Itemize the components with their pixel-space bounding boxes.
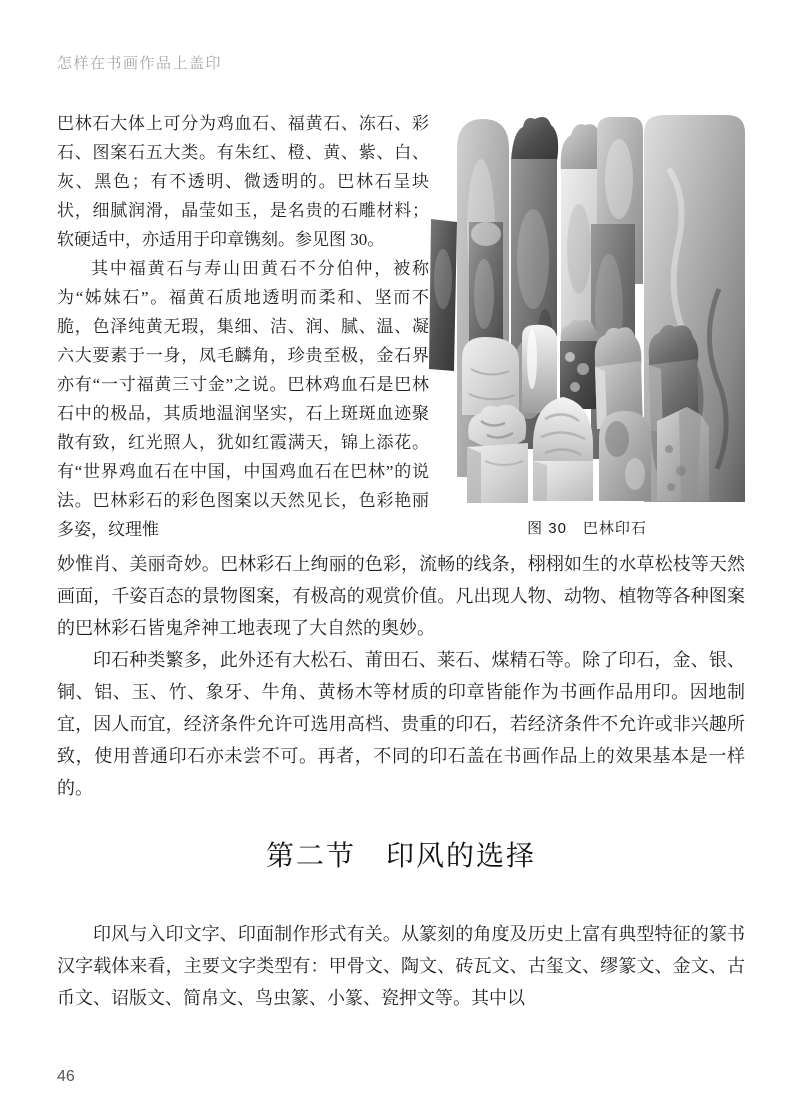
paragraph-1: 巴林石大体上可分为鸡血石、福黄石、冻石、彩石、图案石五大类。有朱红、橙、黄、紫、白、灰、黑色；有不透明、微透明的。巴林石呈块状，细腻润滑，晶莹如玉，是名贵的石雕材料；软硬适中，亦适用于印章镌刻。参见图 30。: [57, 114, 429, 249]
figure-30: [429, 109, 745, 538]
left-text-column: [57, 109, 429, 544]
section-heading: 第二节 印风的选择: [265, 841, 536, 872]
paragraph-2-continued: 妙惟肖、美丽奇妙。巴林彩石上绚丽的色彩，流畅的线条，栩栩如生的水草松枝等天然画面，千姿百态的景物图案，有极高的观赏价值。凡出现人物、动物、植物等各种图案的巴林彩石皆鬼斧神工地表现了大自然的奥妙。: [57, 554, 745, 638]
paragraph-3: 印石种类繁多，此外还有大松石、莆田石、莱石、煤精石等。除了印石，金、银、铜、铝、玉、竹、象牙、牛角、黄杨木等材质的印章皆能作为书画作品用印。因地制宜，因人而宜，经济条件允许可选用高档、贵重的印石，若经济条件不允许或非兴趣所致，使用普通印石亦未尝不可。再者，不同的印石盖在书画作品上的效果基本是一样的。: [57, 650, 745, 798]
balin-seal-stones-photo: [429, 109, 745, 505]
running-head: 怎样在书画作品上盖印: [57, 55, 223, 72]
paragraph-4: 印风与入印文字、印面制作形式有关。从篆刻的角度及历史上富有典型特征的篆书汉字载体来看，主要文字类型有：甲骨文、陶文、砖瓦文、古玺文、缪篆文、金文、古币文、诏版文、简帛文、鸟虫篆、小篆、瓷押文等。其中以: [57, 924, 745, 1008]
paragraph-2: 其中福黄石与寿山田黄石不分伯仲，被称为“姊妹石”。福黄石质地透明而柔和、坚而不脆，色泽纯黄无瑕，集细、洁、润、腻、温、凝六大要素于一身，凤毛麟角，珍贵至极，金石界亦有“一寸福黄三寸金”之说。巴林鸡血石是巴林石中的极品，其质地温润坚实，石上斑斑血迹聚散有致，红光照人，犹如红霞满天，锦上添花。有“世界鸡血石在中国，中国鸡血石在巴林”的说法。巴林彩石的彩色图案以天然见长，色彩艳丽多姿，纹理惟: [57, 259, 429, 539]
page-number: 46: [57, 1068, 75, 1085]
figure-caption: 图 30 巴林印石: [527, 520, 647, 537]
content-row: [57, 109, 745, 544]
